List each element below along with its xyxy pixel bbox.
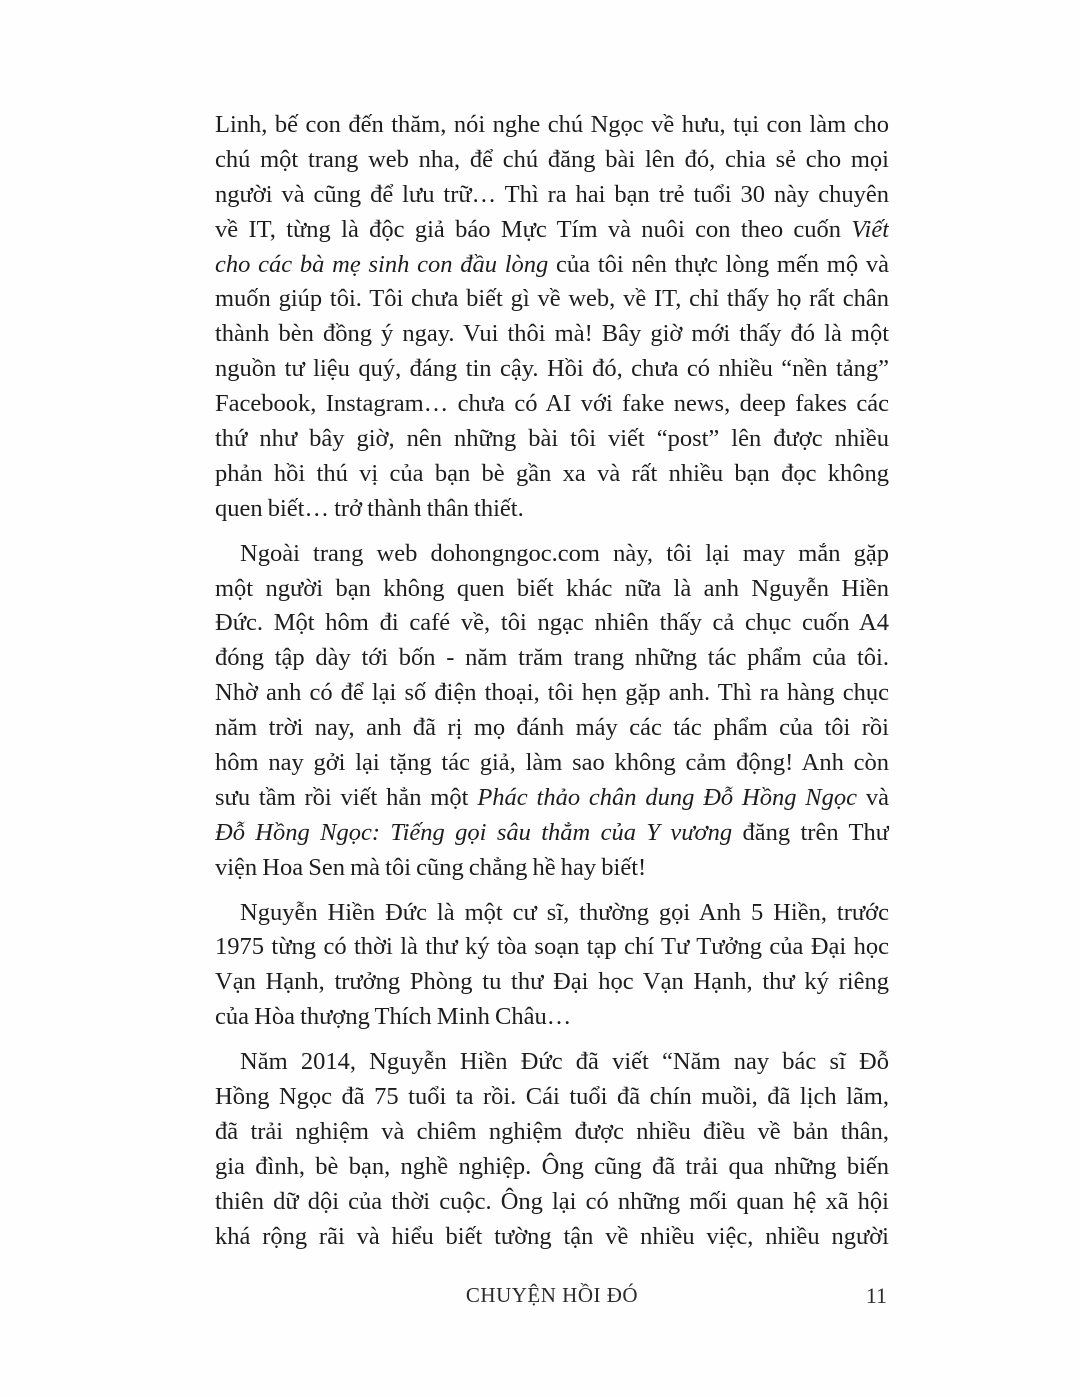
text-segment: Ngoài trang web dohongngoc.com này, tôi lại may mắn gặp bbox=[240, 539, 889, 567]
text-line bbox=[215, 457, 889, 492]
text-segment: hôm nay gởi lại tặng tác giả, làm sao không cảm động! Anh còn bbox=[215, 749, 889, 777]
text-line bbox=[215, 606, 889, 641]
text-segment: thiên dữ dội của thời cuộc. Ông lại có những mối quan hệ xã hội bbox=[215, 1187, 889, 1215]
text-segment: đã trải nghiệm và chiêm nghiệm được nhiều điều về bản thân, bbox=[215, 1117, 889, 1145]
text-segment: về IT, từng là độc giả báo Mực Tím và nuôi con theo cuốn bbox=[215, 215, 852, 243]
text-segment: và bbox=[857, 783, 889, 811]
text-line bbox=[215, 492, 889, 527]
text-line bbox=[215, 248, 889, 283]
paragraph bbox=[215, 108, 889, 527]
text-line bbox=[215, 1115, 889, 1150]
text-line bbox=[215, 930, 889, 965]
text-line bbox=[215, 422, 889, 457]
text-segment: Nguyễn Hiền Đức là một cư sĩ, thường gọi Anh 5 Hiền, trước bbox=[240, 898, 889, 926]
page-footer bbox=[215, 1283, 889, 1313]
text-segment: thứ như bây giờ, nên những bài tôi viết “post” lên được nhiều bbox=[215, 425, 889, 453]
italic-text-segment: Đỗ Hồng Ngọc: Tiếng gọi sâu thẳm của Y vương bbox=[215, 818, 733, 846]
text-segment: chú một trang web nha, để chú đăng bài lên đó, chia sẻ cho mọi bbox=[215, 145, 889, 173]
text-segment: người và cũng để lưu trữ… Thì ra hai bạn trẻ tuổi 30 này chuyên bbox=[215, 180, 889, 208]
text-line bbox=[215, 781, 889, 816]
book-page-body bbox=[215, 108, 889, 1255]
text-line bbox=[215, 1220, 889, 1255]
text-line bbox=[215, 1000, 889, 1035]
text-line bbox=[215, 572, 889, 607]
paragraph bbox=[215, 896, 889, 1036]
text-segment: một người bạn không quen biết khác nữa là anh Nguyễn Hiền bbox=[215, 574, 889, 602]
text-segment: đóng tập dày tới bốn - năm trăm trang những tác phẩm của tôi. bbox=[215, 644, 889, 672]
text-segment: Nhờ anh có để lại số điện thoại, tôi hẹn gặp anh. Thì ra hàng chục bbox=[215, 679, 889, 707]
text-segment: đăng trên Thư bbox=[732, 818, 889, 846]
text-segment: Vạn Hạnh, trưởng Phòng tu thư Đại học Vạn Hạnh, thư ký riêng bbox=[215, 968, 889, 996]
text-line bbox=[215, 965, 889, 1000]
text-line bbox=[215, 108, 889, 143]
text-line bbox=[215, 641, 889, 676]
text-line bbox=[215, 317, 889, 352]
text-line bbox=[215, 1080, 889, 1115]
text-segment: 1975 từng có thời là thư ký tòa soạn tạp chí Tư Tưởng của Đại học bbox=[215, 933, 889, 961]
page-number: 11 bbox=[865, 1283, 887, 1308]
text-line bbox=[215, 851, 889, 886]
text-line bbox=[215, 676, 889, 711]
text-line bbox=[215, 352, 889, 387]
paragraph bbox=[215, 1045, 889, 1254]
text-segment: sưu tầm rồi viết hẳn một bbox=[215, 783, 478, 811]
running-title: CHUYỆN HỒI ĐÓ bbox=[465, 1283, 639, 1307]
text-segment: Năm 2014, Nguyễn Hiền Đức đã viết “Năm nay bác sĩ Đỗ bbox=[240, 1048, 889, 1076]
text-line bbox=[215, 178, 889, 213]
text-line bbox=[215, 746, 889, 781]
text-segment: phản hồi thú vị của bạn bè gần xa và rất nhiều bạn đọc không bbox=[215, 459, 889, 487]
text-segment: Hồng Ngọc đã 75 tuổi ta rồi. Cái tuổi đã chín muồi, đã lịch lãm, bbox=[215, 1083, 889, 1111]
text-segment: viện Hoa Sen mà tôi cũng chẳng hề hay biết! bbox=[215, 853, 647, 881]
text-line bbox=[215, 143, 889, 178]
paragraph bbox=[215, 537, 889, 886]
text-segment: Linh, bế con đến thăm, nói nghe chú Ngọc về hưu, tụi con làm cho bbox=[215, 111, 889, 138]
text-segment: năm trời nay, anh đã rị mọ đánh máy các tác phẩm của tôi rồi bbox=[215, 714, 889, 742]
text-line bbox=[215, 1045, 889, 1080]
text-segment: của tôi nên thực lòng mến mộ và bbox=[548, 250, 889, 278]
text-segment: Đức. Một hôm đi café về, tôi ngạc nhiên thấy cả chục cuốn A4 bbox=[215, 609, 889, 637]
text-segment: khá rộng rãi và hiểu biết tường tận về nhiều việc, nhiều người bbox=[215, 1222, 889, 1250]
text-segment: thành bèn đồng ý ngay. Vui thôi mà! Bây giờ mới thấy đó là một bbox=[215, 320, 889, 348]
text-line bbox=[215, 213, 889, 248]
text-segment: Facebook, Instagram… chưa có AI với fake news, deep fakes các bbox=[215, 390, 889, 418]
text-segment: muốn giúp tôi. Tôi chưa biết gì về web, về IT, chỉ thấy họ rất chân bbox=[215, 285, 889, 313]
italic-text-segment: cho các bà mẹ sinh con đầu lòng bbox=[215, 250, 549, 278]
text-line bbox=[215, 896, 889, 931]
text-line bbox=[215, 1150, 889, 1185]
italic-text-segment: Viết bbox=[851, 215, 889, 243]
text-line bbox=[215, 711, 889, 746]
text-segment: quen biết… trở thành thân thiết. bbox=[215, 494, 524, 522]
text-segment: của Hòa thượng Thích Minh Châu… bbox=[215, 1003, 572, 1031]
text-line bbox=[215, 816, 889, 851]
italic-text-segment: Phác thảo chân dung Đỗ Hồng Ngọc bbox=[477, 783, 858, 811]
text-line bbox=[215, 282, 889, 317]
text-segment: gia đình, bè bạn, nghề nghiệp. Ông cũng đã trải qua những biến bbox=[215, 1152, 889, 1180]
text-segment: nguồn tư liệu quý, đáng tin cậy. Hồi đó, chưa có nhiều “nền tảng” bbox=[215, 355, 889, 383]
text-line bbox=[215, 387, 889, 422]
text-line bbox=[215, 537, 889, 572]
text-line bbox=[215, 1185, 889, 1220]
